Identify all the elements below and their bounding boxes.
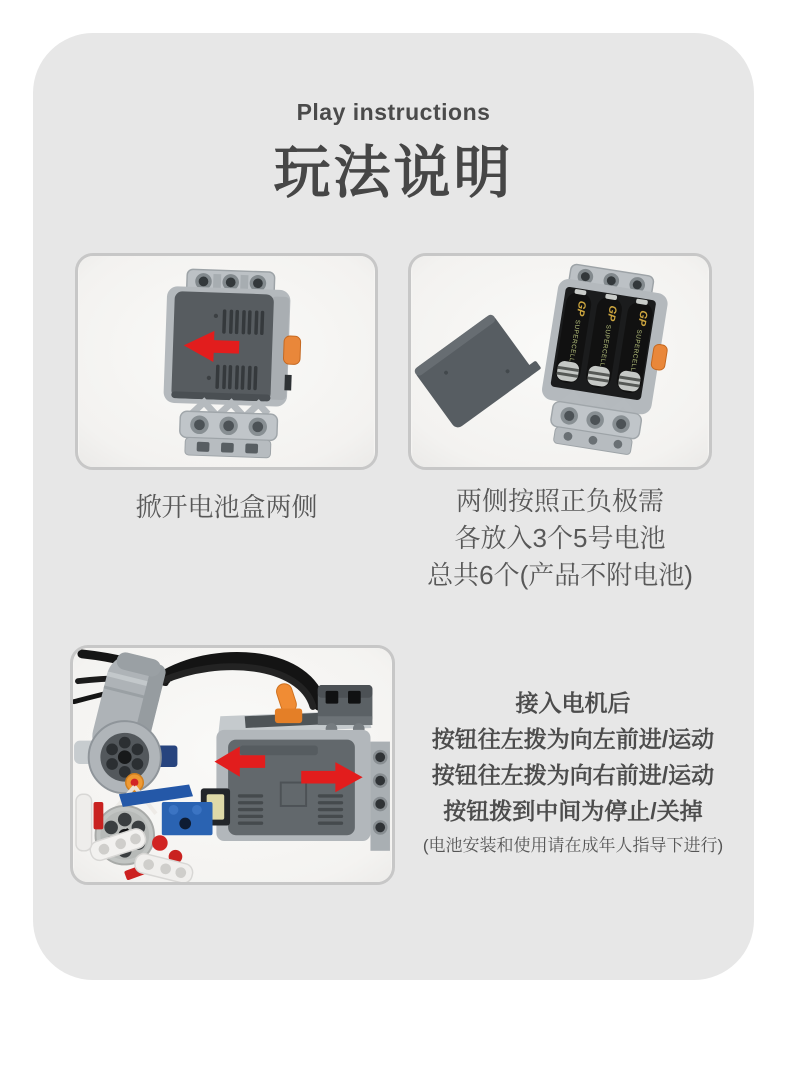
photo-battery-box-closed	[75, 253, 378, 470]
step2-caption-line: 各放入3个5号电池	[454, 523, 666, 553]
step3-line: 按钮往左拨为向右前进/运动	[431, 762, 715, 788]
battery-label-text: SUPERCELL	[598, 324, 612, 368]
step3-line: 按钮拨到中间为停止/关掉	[443, 798, 703, 824]
battery-label-text: SUPERCELL	[567, 319, 582, 363]
battery-box-closed-illustration	[78, 256, 375, 467]
step2-caption-line: 两侧按照正负极需	[455, 486, 664, 516]
photo-battery-box-open	[408, 253, 712, 470]
battery-box-open-illustration	[411, 256, 709, 467]
subtitle-english: Play instructions	[296, 99, 491, 125]
bottom-plate	[185, 437, 271, 457]
battery-brand-text: GP	[604, 304, 619, 322]
orange-switch-base	[275, 708, 302, 723]
step1-caption: 掀开电池盒两侧	[135, 492, 318, 522]
step3-line: 按钮往左拨为向左前进/运动	[431, 726, 715, 752]
instruction-card	[33, 33, 754, 980]
orange-switch	[283, 336, 301, 365]
bottom-technic-beam	[180, 411, 278, 441]
motor-assembly-illustration	[73, 648, 392, 882]
step3-instructions	[405, 685, 741, 861]
photo-motor-assembly	[70, 645, 395, 885]
battery-brand-text: GP	[635, 309, 650, 327]
step2-caption	[408, 483, 712, 594]
page-title: 玩法说明	[273, 141, 514, 205]
battery-brand-text: GP	[573, 299, 589, 317]
step3-note: (电池安装和使用请在成年人指导下进行)	[422, 836, 724, 855]
battery-label-text: SUPERCELL	[628, 328, 643, 373]
step3-line: 接入电机后	[515, 690, 631, 716]
step2-caption-line: 总共6个(产品不附电池)	[427, 560, 693, 590]
side-technic-holes	[370, 742, 390, 851]
